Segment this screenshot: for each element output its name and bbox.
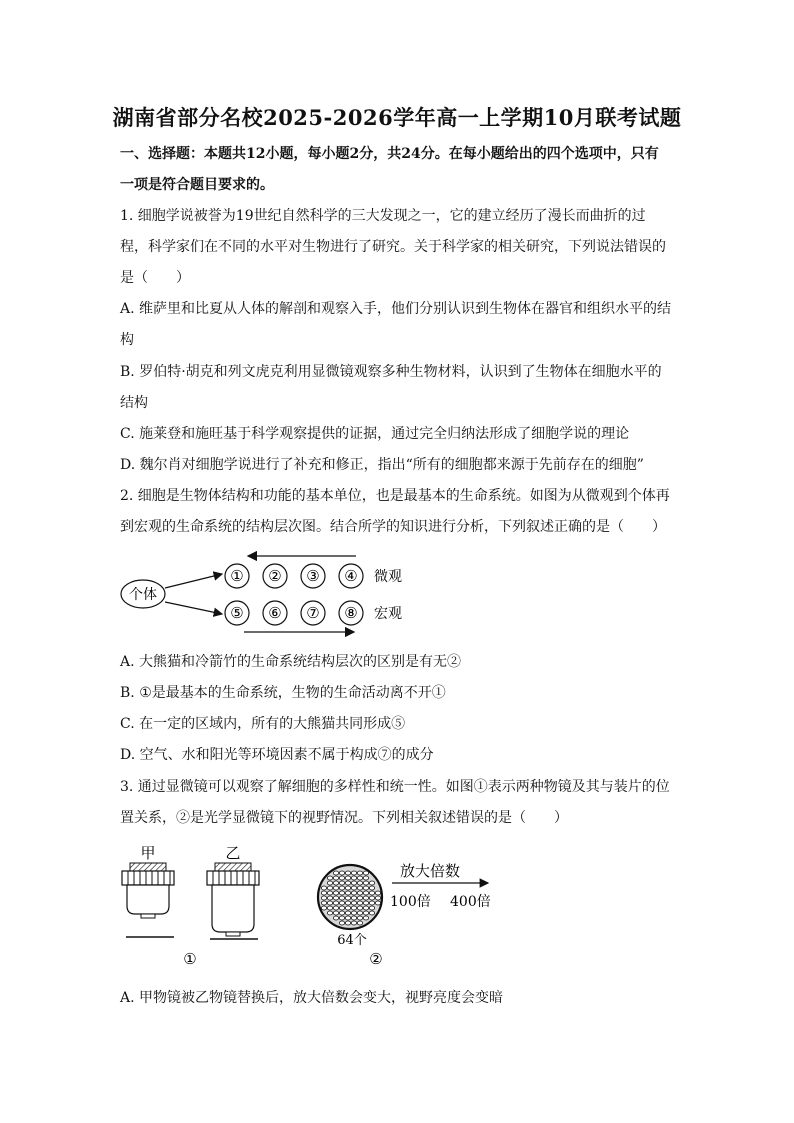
cell-shape: [369, 891, 374, 895]
cell-shape: [321, 901, 326, 905]
cell-shape: [345, 871, 350, 875]
cell-shape: [369, 881, 374, 885]
q1-option-b-line2: 结构: [120, 395, 148, 411]
cell-shape: [345, 911, 350, 915]
cell-shape: [357, 921, 362, 925]
cell-shape: [351, 891, 356, 895]
cell-shape: [327, 911, 332, 915]
q3-stem-line2: 置关系，②是光学显微镜下的视野情况。下列相关叙述错误的是（ ）: [120, 810, 568, 826]
cell-shape: [351, 886, 356, 890]
q1-option-b-line1: B. 罗伯特·胡克和列文虎克利用显微镜观察多种生物材料，认识到了生物体在细胞水平的: [120, 364, 662, 380]
lens-a-label: 甲: [140, 844, 156, 862]
q2-option-c: C. 在一定的区域内，所有的大熊猫共同形成⑤: [120, 716, 406, 732]
cell-shape: [339, 921, 344, 925]
cell-shape: [369, 906, 374, 910]
cell-shape: [333, 886, 338, 890]
cell-shape: [363, 891, 368, 895]
cell-shape: [363, 906, 368, 910]
cell-shape: [363, 916, 368, 920]
q1-option-a-line1: A. 维萨里和比夏从人体的解剖和观察入手，他们分别认识到生物体在器官和组织水平的结: [120, 301, 672, 317]
section-heading-line2: 一项是符合题目要求的。: [120, 177, 274, 193]
cell-shape: [351, 876, 356, 880]
cell-shape: [345, 886, 350, 890]
cell-shape: [363, 881, 368, 885]
cell-shape: [357, 886, 362, 890]
mag-high-label: 400倍: [450, 894, 491, 910]
macro-label: 宏观: [374, 606, 402, 622]
cell-shape: [357, 876, 362, 880]
cell-shape: [327, 901, 332, 905]
cell-shape: [369, 896, 374, 900]
level-5-label: ⑤: [230, 604, 244, 622]
cell-shape: [369, 901, 374, 905]
cell-shape: [363, 896, 368, 900]
cell-shape: [333, 896, 338, 900]
arrow-to-micro: [165, 574, 222, 588]
cell-shape: [357, 871, 362, 875]
cell-shape: [333, 876, 338, 880]
cell-shape: [351, 921, 356, 925]
cell-shape: [321, 906, 326, 910]
cell-shape: [357, 911, 362, 915]
cell-shape: [339, 901, 344, 905]
cell-shape: [345, 901, 350, 905]
cell-shape: [369, 886, 374, 890]
cell-shape: [357, 891, 362, 895]
cell-shape: [339, 896, 344, 900]
q2-stem-line1: 2. 细胞是生物体结构和功能的基本单位，也是最基本的生命系统。如图为从微观到个体再: [120, 488, 670, 504]
q3-option-a: A. 甲物镜被乙物镜替换后，放大倍数会变大，视野亮度会变暗: [120, 990, 504, 1006]
q1-option-d: D. 魏尔肖对细胞学说进行了补充和修正，指出“所有的细胞都来源于先前存在的细胞”: [120, 457, 644, 473]
cell-shape: [375, 901, 380, 905]
cell-count-label: 64个: [337, 933, 367, 948]
cell-shape: [351, 871, 356, 875]
cell-shape: [339, 906, 344, 910]
q1-option-c: C. 施莱登和施旺基于科学观察提供的证据，通过完全归纳法形成了细胞学说的理论: [120, 426, 630, 442]
cell-shape: [333, 901, 338, 905]
cell-shape: [351, 896, 356, 900]
level-1-label: ①: [230, 567, 244, 585]
q2-stem-line2: 到宏观的生命系统的结构层次图。结合所学的知识进行分析，下列叙述正确的是（ ）: [120, 519, 666, 535]
level-2-label: ②: [268, 567, 282, 585]
page-title: 湖南省部分名校2025-2026学年高一上学期10月联考试题: [112, 105, 682, 130]
cell-shape: [375, 891, 380, 895]
cell-shape: [363, 886, 368, 890]
cell-shape: [345, 891, 350, 895]
q2-option-d: D. 空气、水和阳光等环境因素不属于构成⑦的成分: [120, 747, 434, 763]
cell-shape: [351, 881, 356, 885]
figure-1-label: ①: [183, 950, 197, 968]
objective-lens-b: [207, 844, 259, 939]
level-7-label: ⑦: [306, 604, 320, 622]
life-system-levels-diagram: [118, 548, 418, 643]
cell-shape: [345, 921, 350, 925]
cell-shape: [333, 906, 338, 910]
q1-stem-line2: 程，科学家们在不同的水平对生物进行了研究。关于科学家的相关研究，下列说法错误的: [120, 239, 666, 255]
q1-option-a-line2: 构: [120, 332, 134, 348]
individual-label: 个体: [129, 587, 157, 603]
cell-shape: [339, 891, 344, 895]
cell-shape: [363, 901, 368, 905]
cell-shape: [339, 911, 344, 915]
cell-shape: [333, 881, 338, 885]
microscope-figure: [118, 840, 498, 970]
cell-shape: [369, 911, 374, 915]
cell-shape: [327, 886, 332, 890]
cell-shape: [339, 876, 344, 880]
lens-b-label: 乙: [225, 844, 241, 862]
cell-shape: [357, 881, 362, 885]
cell-shape: [345, 906, 350, 910]
cell-shape: [333, 916, 338, 920]
cell-shape: [363, 911, 368, 915]
cell-shape: [357, 896, 362, 900]
level-4-label: ④: [344, 567, 358, 585]
cell-shape: [351, 916, 356, 920]
q2-option-b: B. ①是最基本的生命系统，生物的生命活动离不开①: [120, 685, 446, 701]
cell-shape: [339, 916, 344, 920]
cell-shape: [345, 896, 350, 900]
field-of-view: [318, 865, 382, 929]
cell-shape: [339, 881, 344, 885]
cell-shape: [321, 896, 326, 900]
cell-shape: [345, 881, 350, 885]
cell-shape: [333, 911, 338, 915]
q3-stem-line1: 3. 通过显微镜可以观察了解细胞的多样性和统一性。如图①表示两种物镜及其与装片的位: [120, 779, 670, 795]
cell-shape: [327, 891, 332, 895]
cell-shape: [345, 876, 350, 880]
cell-shape: [351, 906, 356, 910]
cell-shape: [327, 896, 332, 900]
q2-option-a: A. 大熊猫和冷箭竹的生命系统结构层次的区别是有无②: [120, 654, 462, 670]
mag-low-label: 100倍: [390, 894, 431, 910]
q1-stem-line1: 1. 细胞学说被誉为19世纪自然科学的三大发现之一，它的建立经历了漫长而曲折的过: [120, 208, 646, 224]
cell-shape: [321, 891, 326, 895]
cell-shape: [327, 876, 332, 880]
cell-shape: [345, 916, 350, 920]
cell-shape: [351, 901, 356, 905]
cell-shape: [357, 906, 362, 910]
level-6-label: ⑥: [268, 604, 282, 622]
cell-shape: [375, 896, 380, 900]
magnification-title: 放大倍数: [400, 862, 461, 880]
cell-shape: [357, 901, 362, 905]
cell-shape: [363, 871, 368, 875]
cell-shape: [357, 916, 362, 920]
cell-shape: [363, 876, 368, 880]
q1-stem-line3: 是（ ）: [120, 270, 190, 286]
cell-shape: [333, 891, 338, 895]
figure-2-label: ②: [369, 950, 383, 968]
level-8-label: ⑧: [344, 604, 358, 622]
cell-shape: [333, 871, 338, 875]
level-3-label: ③: [306, 567, 320, 585]
section-heading-line1: 一、选择题：本题共12小题，每小题2分，共24分。在每小题给出的四个选项中，只有: [120, 146, 659, 162]
micro-label: 微观: [374, 569, 402, 585]
cell-shape: [339, 871, 344, 875]
cell-shape: [327, 906, 332, 910]
cell-shape: [339, 886, 344, 890]
objective-lens-a: [122, 844, 174, 937]
cell-shape: [327, 881, 332, 885]
arrow-to-macro: [165, 602, 222, 614]
cell-shape: [351, 911, 356, 915]
cell-shape: [321, 886, 326, 890]
